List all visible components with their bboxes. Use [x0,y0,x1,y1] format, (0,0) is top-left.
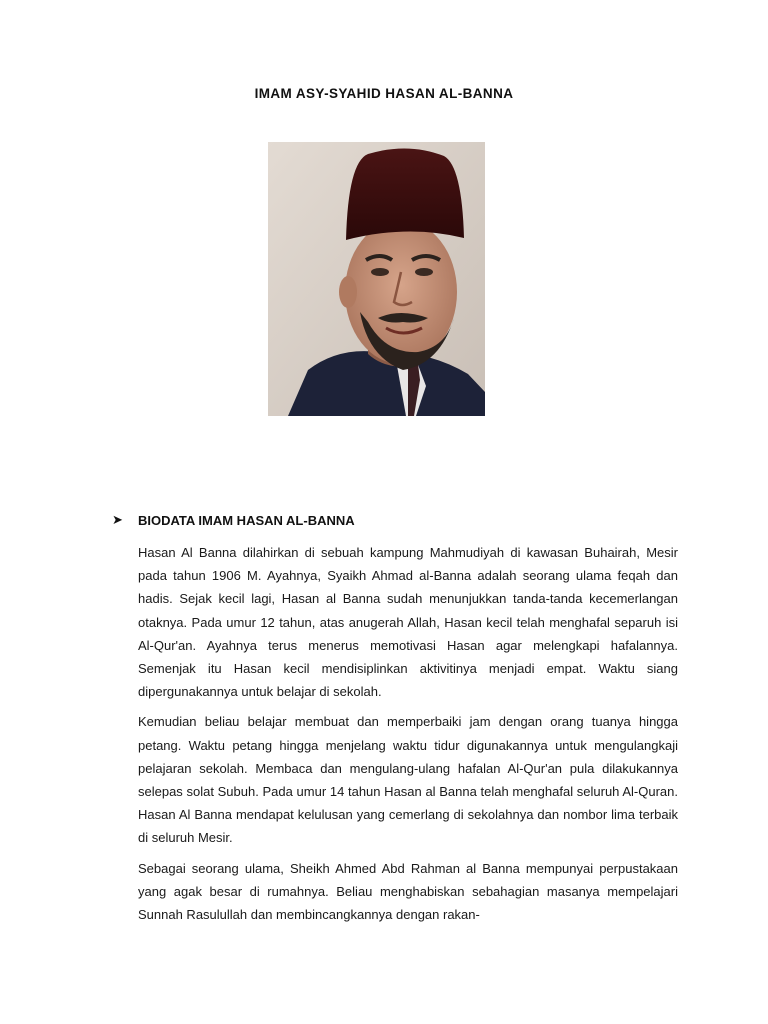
paragraph-1: Hasan Al Banna dilahirkan di sebuah kampung Mahmudiyah di kawasan Buhairah, Mesir pada tahun 1906 M. Ayahnya, Syaikh Ahmad al-Banna adalah seorang ulama feqah dan hadis. Sejak kecil lagi, Hasan al Banna sudah menunjukkan tanda-tanda kecemerlangan otaknya. Pada umur 12 tahun, atas anugerah Allah, Hasan kecil telah menghafal separuh isi Al-Qur'an. Ayahnya terus menerus memotivasi Hasan agar melengkapi hafalannya. Semenjak itu Hasan kecil mendisiplinkan aktivitinya menjadi empat. Waktu siang dipergunakannya untuk belajar di sekolah. [138,545,678,700]
paragraph-2: Kemudian beliau belajar membuat dan memperbaiki jam dengan orang tuanya hingga petang. Waktu petang hingga menjelang waktu tidur digunakannya untuk mengulangkaji pelajaran sekolah. Membaca dan mengulang-ulang hafalan Al-Qur'an pula dilakukannya selepas solat Subuh. Pada umur 14 tahun Hasan al Banna telah menghafal seluruh Al-Quran. Hasan Al Banna mendapat kelulusan yang cemerlang di sekolahnya dan nombor lima terbaik di seluruh Mesir. [138,714,678,846]
document-title: IMAM ASY-SYAHID HASAN AL-BANNA [254,86,514,101]
paragraph-3: Sebagai seorang ulama, Sheikh Ahmed Abd Rahman al Banna mempunyai perpustakaan yang agak besar di rumahnya. Beliau menghabiskan sebahagian masanya mempelajari Sunnah Rasulullah dan membincangkannya dengan rakan- [138,860,678,923]
portrait-photo [268,142,485,416]
arrow-bullet-icon: ➤ [112,512,123,527]
body-text [138,541,678,933]
section-heading-text: BIODATA IMAM HASAN AL-BANNA [138,512,355,528]
section-heading-biodata [112,512,672,528]
